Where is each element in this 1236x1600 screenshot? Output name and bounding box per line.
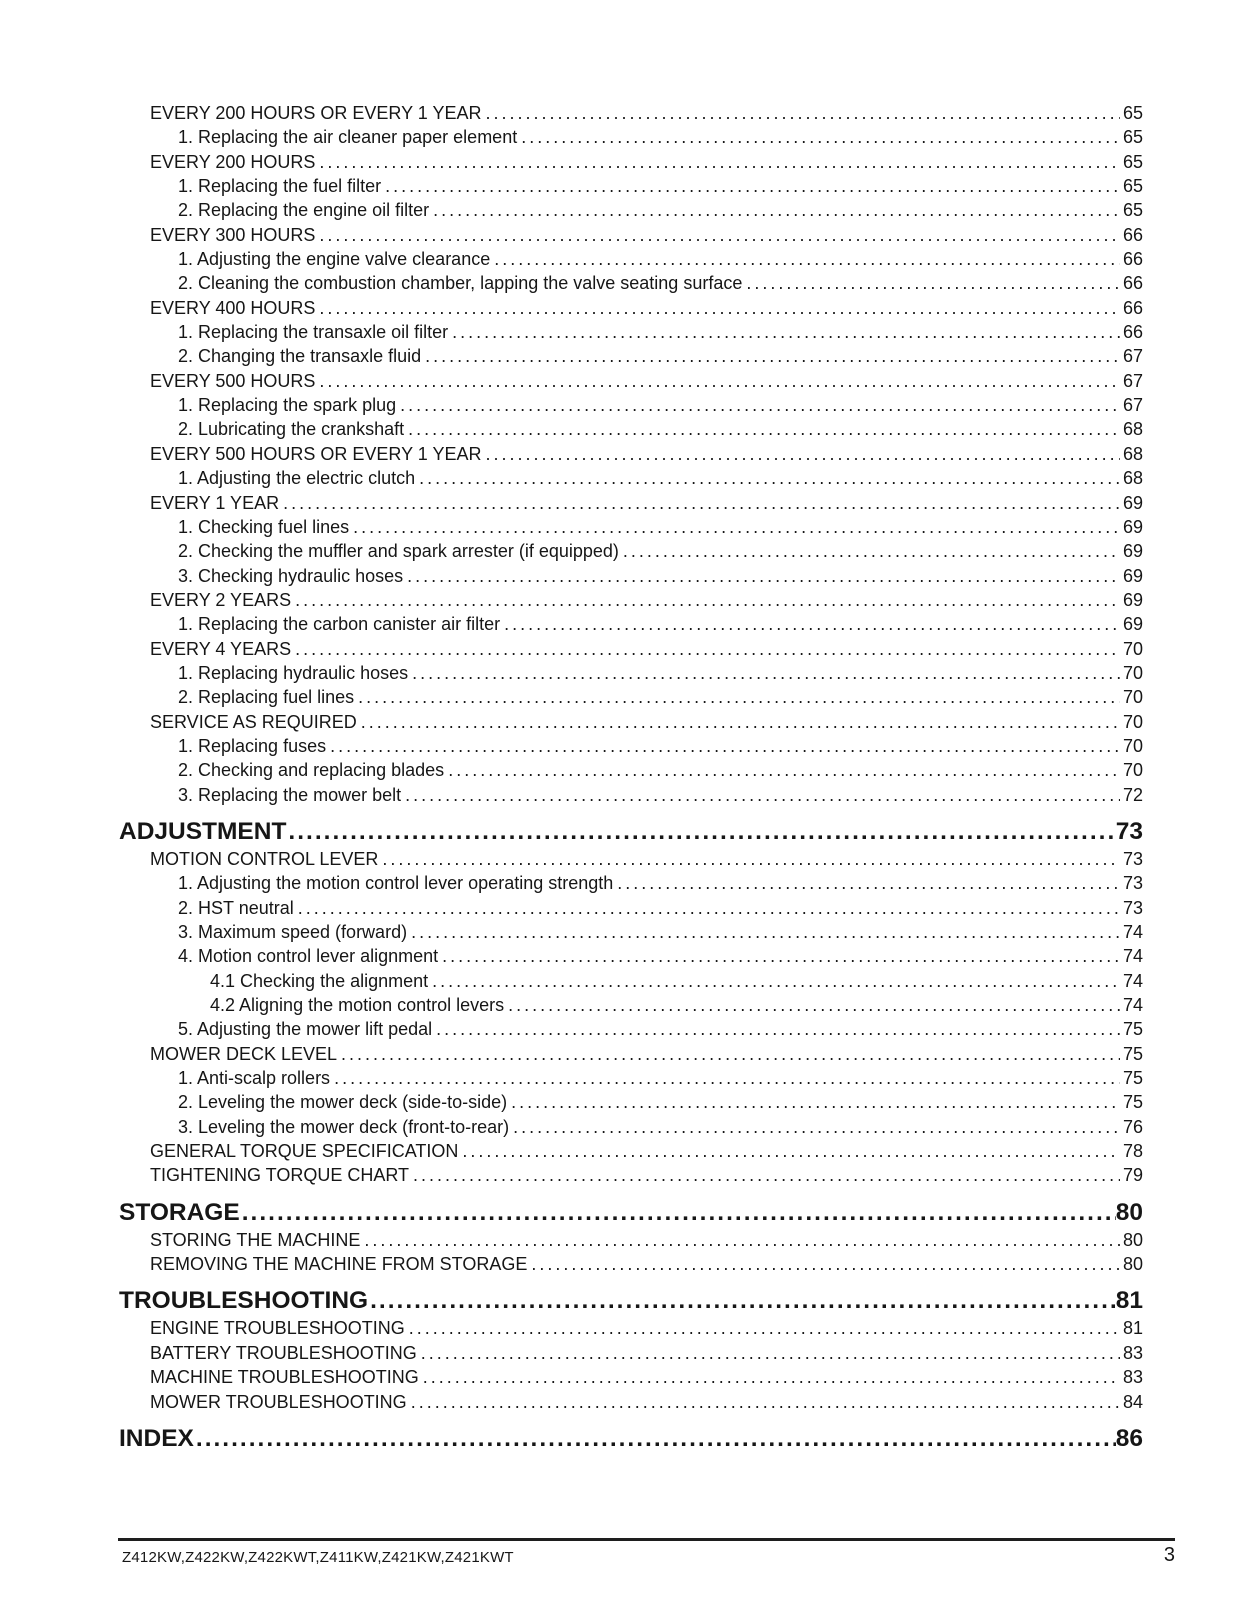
toc-entry-page: 67 xyxy=(1122,346,1143,367)
dot-leader xyxy=(412,661,1120,685)
toc-entry xyxy=(0,515,1143,539)
toc-entry-label: 2. HST neutral xyxy=(178,897,294,918)
toc-entry xyxy=(0,271,1143,295)
dot-leader xyxy=(385,174,1120,198)
dot-leader xyxy=(462,1139,1120,1163)
toc-entry-label: SERVICE AS REQUIRED xyxy=(150,711,357,732)
toc-entry xyxy=(0,1197,1143,1228)
toc-entry-page: 65 xyxy=(1122,127,1143,148)
toc-entry xyxy=(0,1090,1143,1114)
toc-entry xyxy=(0,783,1143,807)
dot-leader xyxy=(623,539,1120,563)
toc-entry-page: 73 xyxy=(1122,873,1143,894)
toc-entry-label: 1. Replacing hydraulic hoses xyxy=(178,662,409,683)
dot-leader xyxy=(436,1017,1120,1041)
toc-entry xyxy=(0,417,1143,441)
toc-entry-label: STORING THE MACHINE xyxy=(150,1229,361,1250)
toc-entry xyxy=(0,969,1143,993)
toc-entry-label: 1. Replacing the air cleaner paper element xyxy=(178,127,518,148)
toc-entry xyxy=(0,564,1143,588)
toc-entry-page: 73 xyxy=(1122,897,1143,918)
dot-leader xyxy=(288,816,1115,847)
toc-entry xyxy=(0,320,1143,344)
toc-entry xyxy=(0,685,1143,709)
toc-entry-page: 66 xyxy=(1122,249,1143,270)
toc-entry xyxy=(0,1316,1143,1340)
dot-leader xyxy=(334,1066,1120,1090)
toc-entry-label: 1. Adjusting the motion control lever operating strength xyxy=(178,873,614,894)
dot-leader xyxy=(295,588,1120,612)
dot-leader xyxy=(409,1316,1120,1340)
toc-entry-page: 69 xyxy=(1122,614,1143,635)
toc-entry-label: 2. Changing the transaxle fluid xyxy=(178,346,422,367)
toc-entry-label: EVERY 400 HOURS xyxy=(150,297,316,318)
toc-entry xyxy=(0,198,1143,222)
toc-entry-label: 2. Checking the muffler and spark arrester (if equipped) xyxy=(178,541,619,562)
toc-entry-page: 68 xyxy=(1122,468,1143,489)
dot-leader xyxy=(319,296,1120,320)
toc-entry-page: 83 xyxy=(1122,1367,1143,1388)
toc-entry-page: 69 xyxy=(1122,541,1143,562)
toc-entry-page: 73 xyxy=(1122,848,1143,869)
toc-entry-page: 80 xyxy=(1115,1198,1143,1226)
toc-entry-label: 2. Leveling the mower deck (side-to-side) xyxy=(178,1092,508,1113)
toc-entry xyxy=(0,1390,1143,1414)
toc-entry-page: 65 xyxy=(1122,200,1143,221)
toc-entry-label: 4.2 Aligning the motion control levers xyxy=(210,995,505,1016)
dot-leader xyxy=(448,758,1120,782)
toc-entry-label: EVERY 1 YEAR xyxy=(150,492,280,513)
toc-entry xyxy=(0,125,1143,149)
toc-entry-label: EVERY 2 YEARS xyxy=(150,589,292,610)
toc-entry-page: 74 xyxy=(1122,995,1143,1016)
toc-entry xyxy=(0,539,1143,563)
toc-entry-label: EVERY 200 HOURS xyxy=(150,151,316,172)
toc-entry-label: 2. Lubricating the crankshaft xyxy=(178,419,405,440)
toc-entry-label: 1. Adjusting the engine valve clearance xyxy=(178,249,491,270)
toc-entry-label: EVERY 500 HOURS OR EVERY 1 YEAR xyxy=(150,443,482,464)
toc-entry-label: 1. Checking fuel lines xyxy=(178,516,350,537)
toc-entry xyxy=(0,369,1143,393)
dot-leader xyxy=(370,1285,1116,1316)
toc-entry-page: 68 xyxy=(1122,443,1143,464)
toc-entry-page: 70 xyxy=(1122,638,1143,659)
toc-entry xyxy=(0,1228,1143,1252)
toc-entry-label: 1. Replacing the transaxle oil filter xyxy=(178,322,449,343)
toc-entry-page: 76 xyxy=(1122,1116,1143,1137)
dot-leader xyxy=(432,969,1120,993)
dot-leader xyxy=(425,344,1120,368)
toc-entry-page: 67 xyxy=(1122,370,1143,391)
toc-entry-page: 69 xyxy=(1122,565,1143,586)
toc-entry-page: 75 xyxy=(1122,1043,1143,1064)
dot-leader xyxy=(423,1365,1120,1389)
toc-entry-label: 2. Checking and replacing blades xyxy=(178,760,445,781)
toc-entry xyxy=(0,993,1143,1017)
toc-entry-label: 1. Anti-scalp rollers xyxy=(178,1068,331,1089)
toc-entry-page: 74 xyxy=(1122,946,1143,967)
dot-leader xyxy=(419,466,1120,490)
toc-entry-page: 65 xyxy=(1122,151,1143,172)
toc-entry xyxy=(0,1115,1143,1139)
toc-entry xyxy=(0,896,1143,920)
toc-entry xyxy=(0,344,1143,368)
toc-entry-label: REMOVING THE MACHINE FROM STORAGE xyxy=(150,1254,528,1275)
toc-entry-label: 3. Maximum speed (forward) xyxy=(178,922,408,942)
toc-entry-page: 68 xyxy=(1122,419,1143,440)
toc-entry-page: 70 xyxy=(1122,735,1143,756)
dot-leader xyxy=(508,993,1120,1017)
toc-entry-page: 70 xyxy=(1122,760,1143,781)
toc-entry xyxy=(0,1042,1143,1066)
toc-entry-page: 81 xyxy=(1115,1287,1143,1315)
toc-entry-label: MACHINE TROUBLESHOOTING xyxy=(150,1367,419,1388)
dot-leader xyxy=(358,685,1120,709)
dot-leader xyxy=(513,1115,1120,1139)
toc-entry-page: 72 xyxy=(1122,784,1143,805)
toc-entry-label: 1. Replacing the fuel filter xyxy=(178,176,382,197)
toc-entry-page: 80 xyxy=(1122,1254,1143,1275)
toc-entry-label: 4.1 Checking the alignment xyxy=(210,970,429,991)
toc-entry-page: 69 xyxy=(1122,492,1143,513)
dot-leader xyxy=(442,944,1120,968)
toc-entry-page: 75 xyxy=(1122,1092,1143,1113)
toc-entry-label: 3. Replacing the mower belt xyxy=(178,784,402,805)
toc-entry-label: 1. Replacing the spark plug xyxy=(178,395,397,416)
dot-leader xyxy=(486,101,1120,125)
dot-leader xyxy=(433,198,1120,222)
dot-leader xyxy=(531,1252,1120,1276)
toc-entry xyxy=(0,442,1143,466)
dot-leader xyxy=(242,1197,1116,1228)
toc-entry-label: MOTION CONTROL LEVER xyxy=(150,848,379,869)
toc-entry-label: INDEX xyxy=(119,1424,194,1452)
toc-entry-label: 2. Replacing fuel lines xyxy=(178,687,355,708)
dot-leader xyxy=(408,417,1120,441)
dot-leader xyxy=(196,1423,1116,1454)
toc-entry-page: 83 xyxy=(1122,1342,1143,1363)
toc-entry-label: EVERY 200 HOURS OR EVERY 1 YEAR xyxy=(150,103,482,123)
dot-leader xyxy=(405,783,1120,807)
toc-entry-page: 81 xyxy=(1122,1318,1143,1339)
toc-entry xyxy=(0,588,1143,612)
toc-entry-label: 2. Cleaning the combustion chamber, lapping the valve seating surface xyxy=(178,273,743,294)
toc-entry-page: 75 xyxy=(1122,1019,1143,1040)
dot-leader xyxy=(319,369,1120,393)
toc-entry xyxy=(0,1341,1143,1365)
toc-entry-page: 69 xyxy=(1122,589,1143,610)
toc-entry-label: MOWER DECK LEVEL xyxy=(150,1043,338,1064)
toc-entry xyxy=(0,944,1143,968)
toc-entry-label: 4. Motion control lever alignment xyxy=(178,946,439,967)
toc-entry-label: BATTERY TROUBLESHOOTING xyxy=(150,1342,417,1363)
toc-entry xyxy=(0,847,1143,871)
toc-entry-page: 78 xyxy=(1122,1141,1143,1162)
dot-leader xyxy=(486,442,1120,466)
toc-entry xyxy=(0,466,1143,490)
dot-leader xyxy=(361,710,1120,734)
dot-leader xyxy=(494,247,1120,271)
toc-entry-label: TROUBLESHOOTING xyxy=(119,1287,369,1315)
toc-entry-label: TIGHTENING TORQUE CHART xyxy=(150,1165,410,1186)
dot-leader xyxy=(511,1090,1120,1114)
dot-leader xyxy=(521,125,1120,149)
dot-leader xyxy=(353,515,1120,539)
toc-entry-label: 3. Checking hydraulic hoses xyxy=(178,565,404,586)
toc-entry-page: 86 xyxy=(1115,1424,1143,1452)
toc-entry xyxy=(0,247,1143,271)
toc-entry xyxy=(0,710,1143,734)
toc-entry-page: 65 xyxy=(1122,103,1143,123)
toc-entry xyxy=(0,1066,1143,1090)
dot-leader xyxy=(421,1341,1120,1365)
dot-leader xyxy=(283,491,1120,515)
toc-entry-label: ENGINE TROUBLESHOOTING xyxy=(150,1318,405,1339)
toc-entry-label: 1. Replacing fuses xyxy=(178,735,327,756)
toc-entry-page: 70 xyxy=(1122,687,1143,708)
toc-entry-label: 1. Adjusting the electric clutch xyxy=(178,468,416,489)
toc-entry-page: 70 xyxy=(1122,711,1143,732)
footer-page-number: 3 xyxy=(1163,1544,1175,1566)
toc-entry xyxy=(0,1423,1143,1454)
toc-entry xyxy=(0,1017,1143,1041)
toc-entry-page: 75 xyxy=(1122,1068,1143,1089)
toc-entry xyxy=(0,1163,1143,1187)
toc-entry-label: MOWER TROUBLESHOOTING xyxy=(150,1391,407,1412)
dot-leader xyxy=(319,150,1120,174)
toc-entry-label: STORAGE xyxy=(119,1198,240,1226)
toc-entry-page: 73 xyxy=(1115,817,1143,845)
toc-entry-page: 70 xyxy=(1122,662,1143,683)
toc-entry-page: 66 xyxy=(1122,297,1143,318)
toc-entry-page: 66 xyxy=(1122,273,1143,294)
dot-leader xyxy=(411,920,1120,944)
toc-entry xyxy=(0,223,1143,247)
toc-entry-label: 5. Adjusting the mower lift pedal xyxy=(178,1019,433,1040)
toc-entry-label: ADJUSTMENT xyxy=(119,817,287,845)
toc-entry xyxy=(0,637,1143,661)
dot-leader xyxy=(407,564,1120,588)
toc-entry xyxy=(0,661,1143,685)
toc-entry-page: 74 xyxy=(1122,922,1143,942)
toc-entry xyxy=(0,758,1143,782)
toc-entry-page: 79 xyxy=(1122,1165,1143,1186)
toc-entry-page: 69 xyxy=(1122,516,1143,537)
toc-entry xyxy=(0,150,1143,174)
toc-entry-page: 67 xyxy=(1122,395,1143,416)
dot-leader xyxy=(341,1042,1120,1066)
toc-entry-label: GENERAL TORQUE SPECIFICATION xyxy=(150,1141,459,1162)
dot-leader xyxy=(400,393,1120,417)
dot-leader xyxy=(364,1228,1120,1252)
footer-model-list: Z412KW,Z422KW,Z422KWT,Z411KW,Z421KW,Z421KWT xyxy=(122,1549,514,1566)
toc-entry-page: 80 xyxy=(1122,1229,1143,1250)
toc-entry xyxy=(0,1285,1143,1316)
toc-entry xyxy=(0,491,1143,515)
toc-entry xyxy=(0,612,1143,636)
dot-leader xyxy=(298,896,1120,920)
dot-leader xyxy=(617,871,1120,895)
toc-entry-page: 84 xyxy=(1122,1391,1143,1412)
toc-entry-label: 1. Replacing the carbon canister air filter xyxy=(178,614,501,635)
toc-entry xyxy=(0,1365,1143,1389)
dot-leader xyxy=(330,734,1120,758)
toc-entry xyxy=(0,871,1143,895)
toc-entry-page: 66 xyxy=(1122,322,1143,343)
toc-entry-label: 2. Replacing the engine oil filter xyxy=(178,200,430,221)
dot-leader xyxy=(413,1163,1120,1187)
dot-leader xyxy=(382,847,1120,871)
toc-entry-page: 66 xyxy=(1122,224,1143,245)
dot-leader xyxy=(452,320,1120,344)
footer-divider xyxy=(118,1538,1175,1541)
dot-leader xyxy=(504,612,1120,636)
toc-entry xyxy=(0,734,1143,758)
toc-entry xyxy=(0,296,1143,320)
toc-entry xyxy=(0,393,1143,417)
toc-entry-page: 65 xyxy=(1122,176,1143,197)
toc-entry-page: 74 xyxy=(1122,970,1143,991)
toc-entry xyxy=(0,1139,1143,1163)
toc-entry xyxy=(0,174,1143,198)
toc-entry xyxy=(0,920,1143,944)
dot-leader xyxy=(295,637,1120,661)
dot-leader xyxy=(319,223,1120,247)
toc-entry-label: EVERY 300 HOURS xyxy=(150,224,316,245)
toc-entry xyxy=(0,1252,1143,1276)
toc-entry-label: EVERY 4 YEARS xyxy=(150,638,292,659)
dot-leader xyxy=(411,1390,1120,1414)
toc-entry xyxy=(0,101,1143,125)
toc-entry xyxy=(0,816,1143,847)
dot-leader xyxy=(746,271,1120,295)
toc-entry-label: 3. Leveling the mower deck (front-to-rear) xyxy=(178,1116,510,1137)
toc-entry-label: EVERY 500 HOURS xyxy=(150,370,316,391)
